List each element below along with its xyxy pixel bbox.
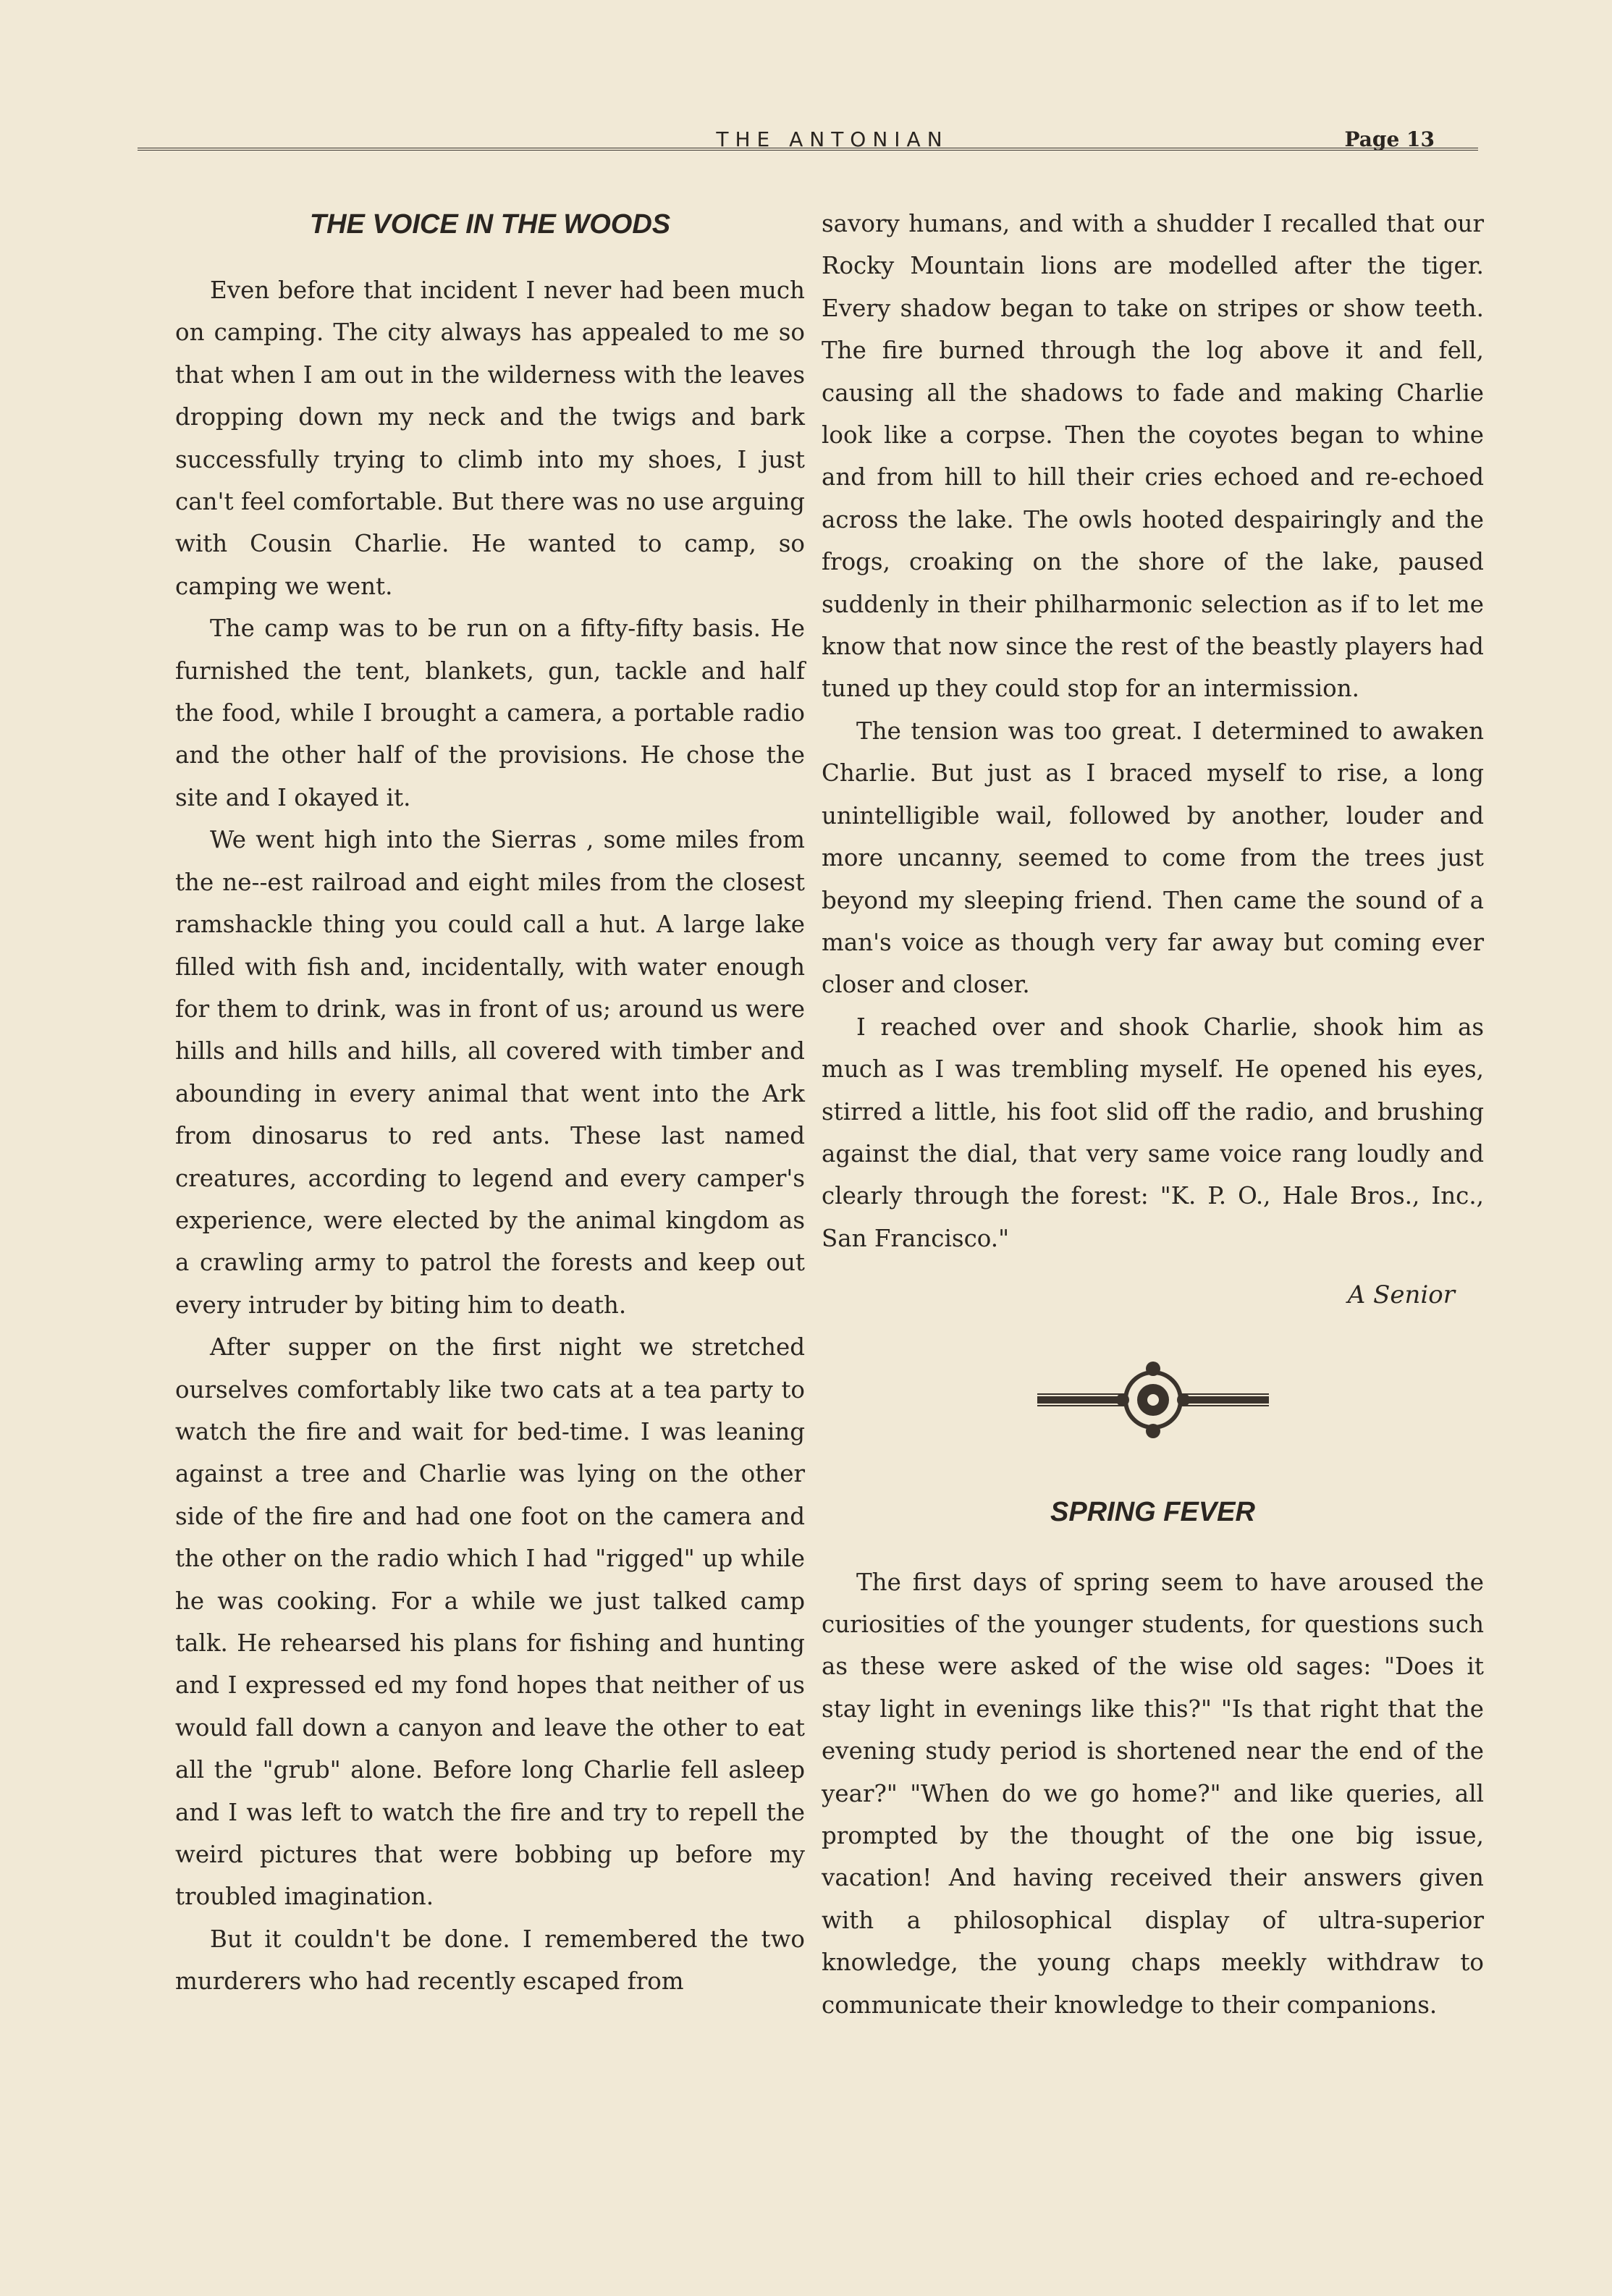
article-title: SPRING FEVER bbox=[1050, 1496, 1255, 1527]
left-column bbox=[175, 203, 805, 2003]
ornament-divider bbox=[1037, 1360, 1269, 1440]
right-column bbox=[822, 203, 1484, 2026]
article-paragraph: After supper on the first night we stretched ourselves comfortably like two cats at a tea party to watch the fire and wait for bed-time. I was leaning against a tree and Charlie was lying on the other side of the fire and had one foot on the camera and the other on the radio which I had "rigged" up while he was cooking. For a while we just talked camp talk. He rehearsed his plans for fishing and hunting and I expressed ed my fond hopes that neither of us would fall down a canyon and leave the other to eat all the "grub" alone. Before long Charlie fell asleep and I was left to watch the fire and try to repell the weird pictures that were bobbing up before my troubled imagination. bbox=[175, 1333, 805, 1911]
article-paragraph: The camp was to be run on a fifty-fifty basis. He furnished the tent, blankets, gun, tackle and half the food, while I brought a camera, a portable radio and the other half of the provisions. He chose the site and I okayed it. bbox=[175, 615, 805, 811]
article-paragraph: We went high into the Sierras , some miles from the ne--est railroad and eight miles from the closest ramshackle thing you could call a hut. A large lake filled with fish and, incidentally, with water enough for them to drink, was in front of us; around us were hills and hills and hills, all covered with timber and abounding in every animal that went into the Ark from dinosarus to red ants. These last named creatures, according to legend and every camper's experience, were elected by the animal kingdom as a crawling army to patrol the forests and keep out every intruder by biting him to death. bbox=[175, 826, 805, 1319]
article-signature: A Senior bbox=[1347, 1280, 1455, 1310]
article-paragraph: But it couldn't be done. I remembered the two murderers who had recently escaped from bbox=[175, 1925, 805, 1996]
article-paragraph: The tension was too great. I determined to awaken Charlie. But just as I braced myself to rise, a long unintelligible wail, followed by another, louder and more uncanny, seemed to come from the trees just beyond my sleeping friend. Then came the sound of a man's voice as though very far away but coming ever closer and closer. bbox=[822, 717, 1484, 999]
article-paragraph: The first days of spring seem to have aroused the curiosities of the younger students, for questions such as these were asked of the wise old sages: "Does it stay light in evenings like this?" "Is that right that the evening study period is shortened near the end of the year?" "When do we go home?" and like queries, all prompted by the thought of the one big issue, vacation! And having received their answers given with a philosophical display of ultra-superior knowledge, the young chaps meekly withdraw to communicate their knowledge to their companions. bbox=[822, 1568, 1484, 2019]
publication-title: THE ANTONIAN bbox=[716, 127, 949, 151]
article-title: THE VOICE IN THE WOODS bbox=[309, 209, 671, 240]
article-paragraph: I reached over and shook Charlie, shook him as much as I was trembling myself. He opened his eyes, stirred a little, his foot slid off the radio, and brushing against the dial, that very same voice rang loudly and clearly through the forest: "K. P. O., Hale Bros., Inc., San Francisco." bbox=[822, 1013, 1484, 1252]
article-paragraph-continued: savory humans, and with a shudder I recalled that our Rocky Mountain lions are modelled after the tiger. Every shadow began to take on stripes or show teeth. The fire burned through the log above it and fell, causing all the shadows to fade and making Charlie look like a corpse. Then the coyotes began to whine and from hill to hill their cries echoed and re-echoed across the lake. The owls hooted despairingly and the frogs, croaking on the shore of the lake, paused suddenly in their philharmonic selection as if to let me know that now since the rest of the beastly players had tuned up they could stop for an intermission. bbox=[822, 210, 1484, 703]
header-rule bbox=[138, 148, 1478, 151]
page-number: Page 13 bbox=[1344, 127, 1435, 151]
article-paragraph: Even before that incident I never had been much on camping. The city always has appealed to me so that when I am out in the wilderness with the leaves dropping down my neck and the twigs and bark successfully trying to climb into my shoes, I just can't feel comfortable. But there was no use arguing with Cousin Charlie. He wanted to camp, so camping we went. bbox=[175, 277, 805, 600]
page-header bbox=[138, 119, 1478, 162]
